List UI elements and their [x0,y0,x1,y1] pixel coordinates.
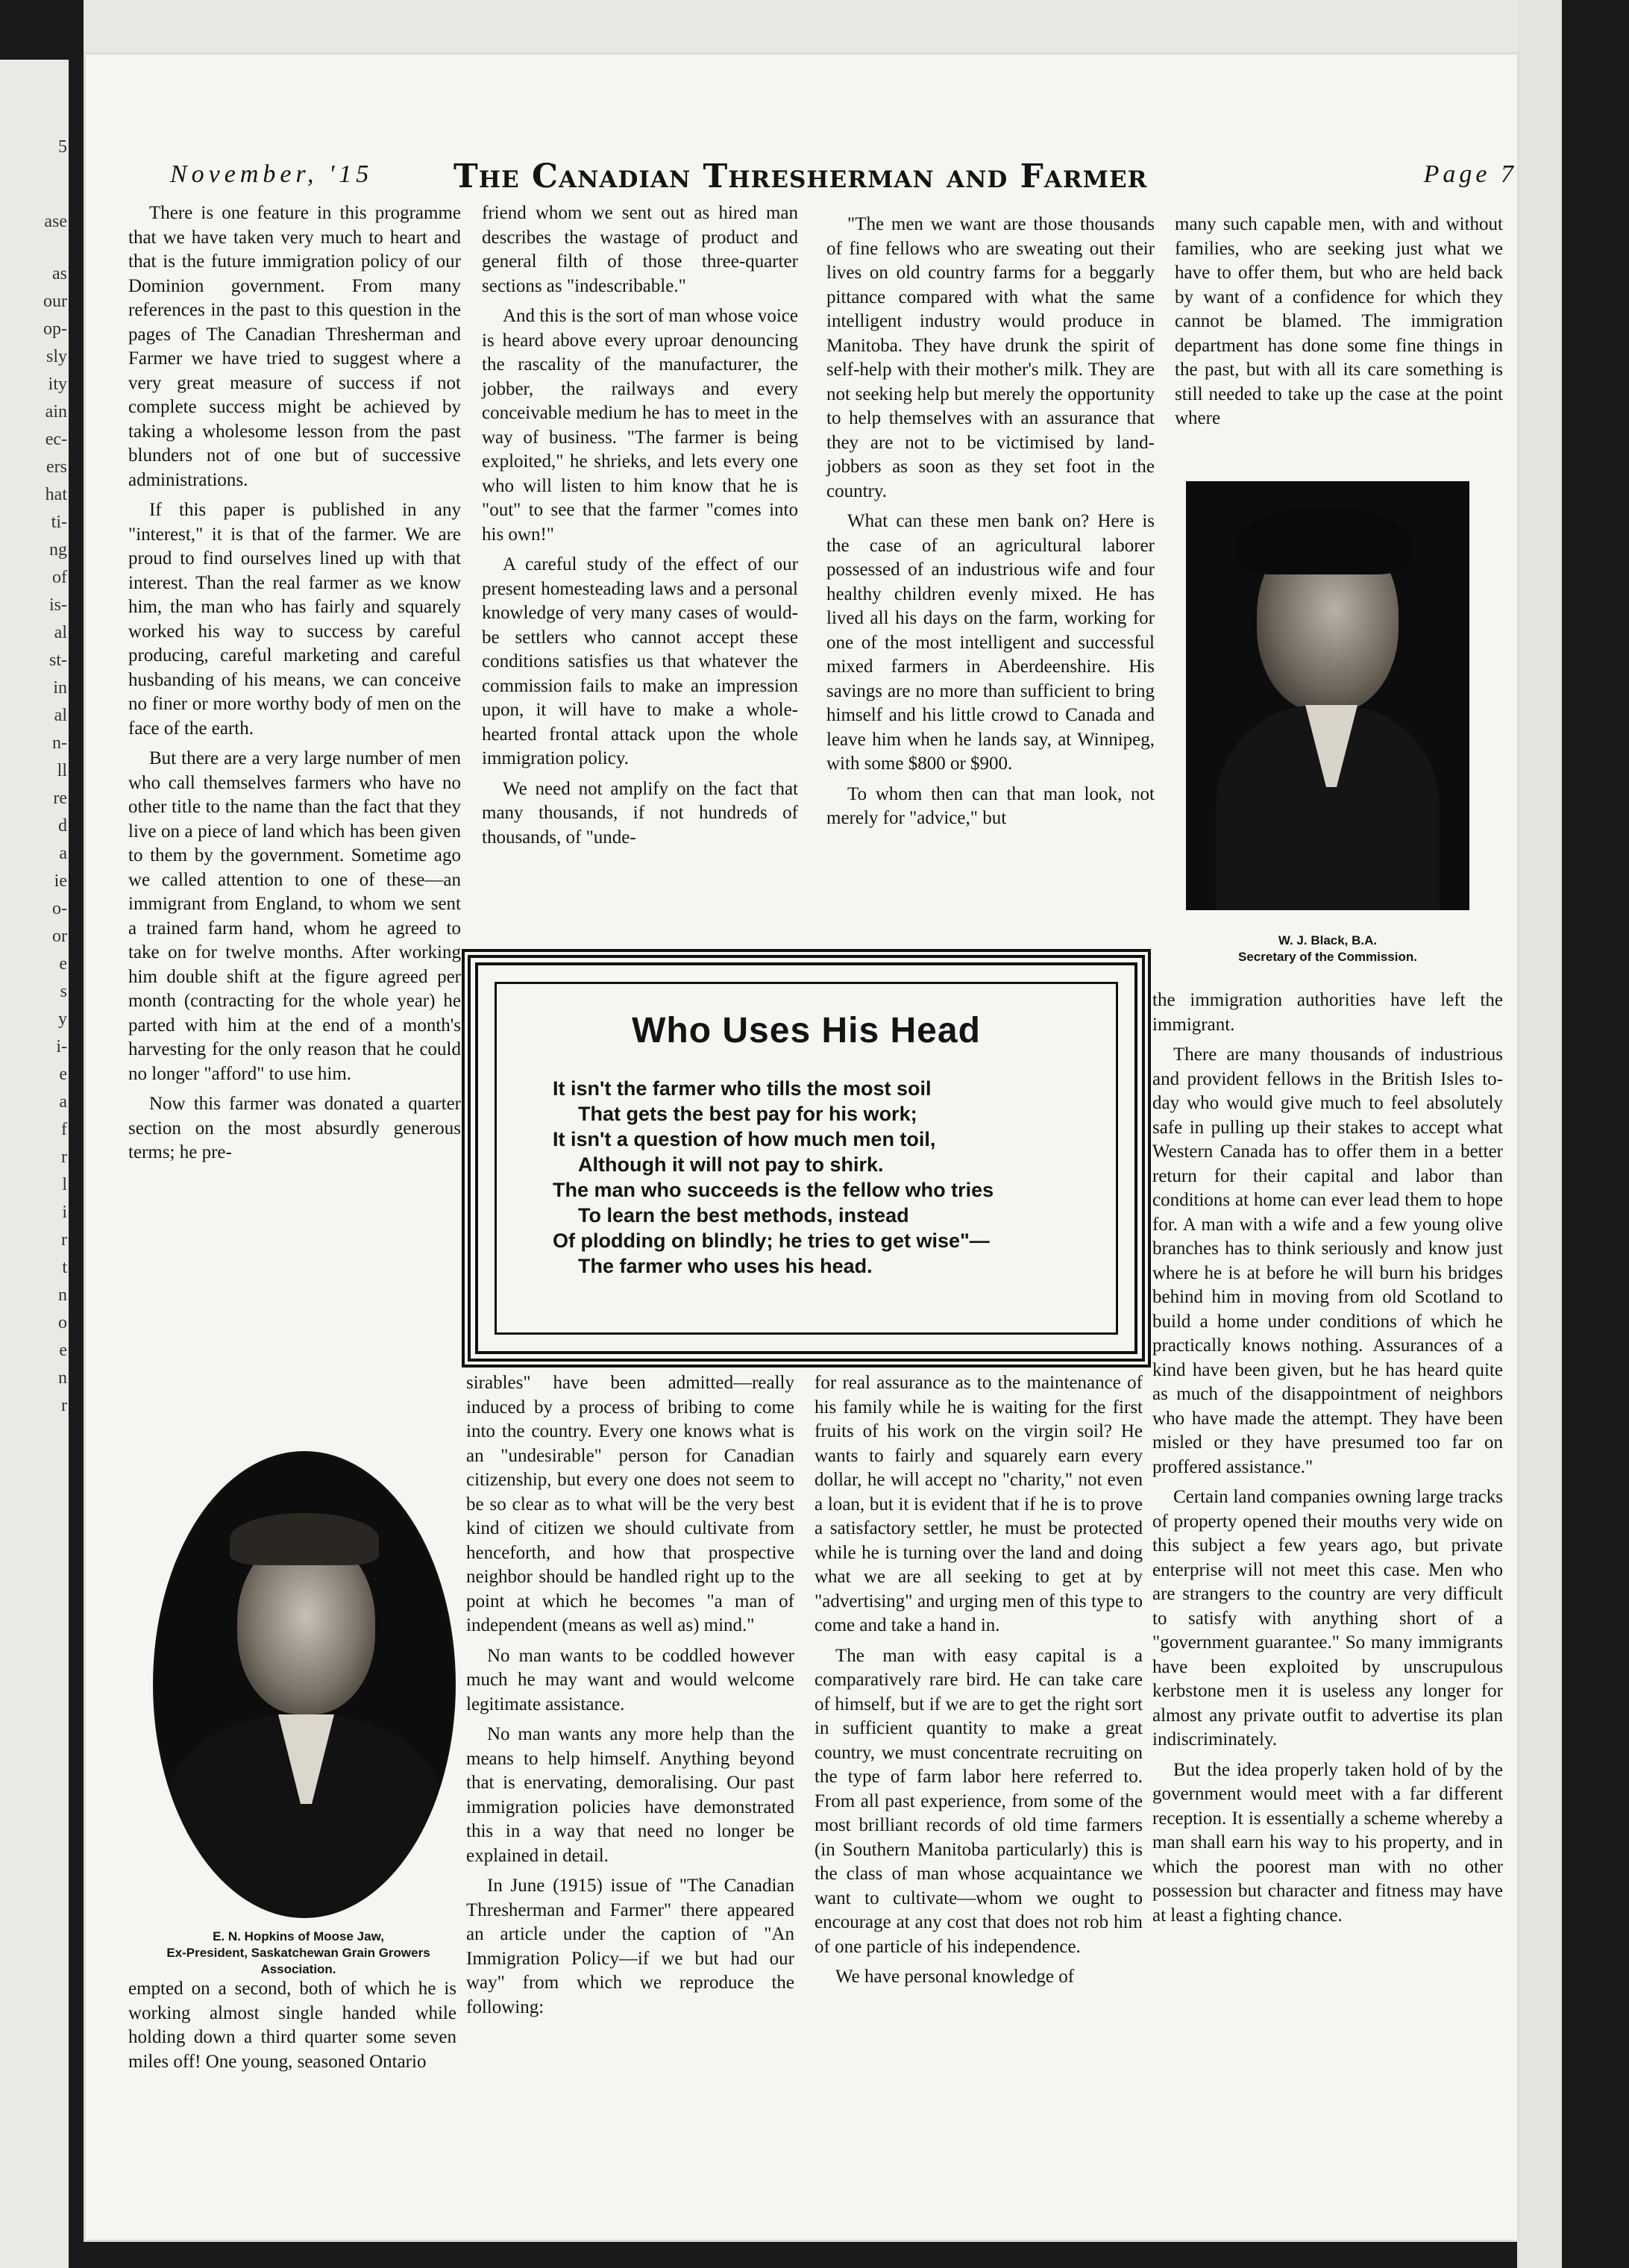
paragraph: What can these men bank on? Here is the case of an agricultural laborer possessed of an industrious wife and four healthy children evenly mixed. He has lived all his days on the farm, working for one of the most intelligent and successful mixed farmers in Aberdeenshire. His savings are no more than sufficient to bring himself and his little crowd to Canada and leave him when he lands say, at Winnipeg, with some $800 or $900. [826,511,1155,774]
paragraph: We need not amplify on the fact that many thousands, if not hundreds of thousands, of "unde- [482,778,798,848]
facing-page-fragment: our [43,292,67,311]
scan-border-right [1517,0,1562,2268]
facing-page-edge [0,60,69,2268]
photo-caption: E. N. Hopkins of Moose Jaw, Ex-President, Saskatchewan Grain Growers Association. [166,1929,430,1976]
paragraph: To whom then can that man look, not merely for "advice," but [826,783,1155,828]
poem-line: That gets the best pay for his work; [578,1103,917,1125]
facing-page-fragment: t [62,1258,67,1277]
facing-page-fragment: or [52,927,67,946]
facing-page-fragment: st- [49,651,67,670]
facing-page-fragment: ers [46,457,67,477]
facing-page-fragment: n- [52,733,67,753]
facing-page-fragment: ase [44,212,67,231]
facing-page-fragment: f [61,1120,67,1139]
facing-page-fragment: re [53,789,67,808]
article-column-2 [482,201,798,856]
article-column-1 [128,201,461,1171]
facing-page-fragment: ain [45,402,67,422]
facing-page-fragment: y [58,1009,67,1029]
paragraph: for real assurance as to the maintenance of his family while he is waiting for the first fruits of his work on the virgin soil? He wants to fairly and squarely earn every dollar, he will accept no "charity," not even a loan, but it is evident that if he is to prove a satisfactory settler, he must be protected while he is turning over the land and doing what we are all seeking to get at by "advertising" and urging men of this type to come and take a hand in. [814,1373,1143,1635]
masthead-title: The Canadian Thresherman and Farmer [453,157,1148,195]
paragraph: A careful study of the effect of our present homesteading laws and a personal knowledge of very many cases of would-be settlers who cannot accept these conditions satisfies us that whatever the commission fails to make an impression upon, it will have to make a whole-hearted frontal attack upon the whole immigration policy. [482,554,798,768]
portrait-photo-hopkins [153,1451,456,1918]
facing-page-fragment: ie [54,871,67,891]
paragraph: many such capable men, with and without families, who are seeking just what we have to offer them, but who are held back by want of a confidence for which they cannot be blamed. The immigration department has done some fine things in the past, but with all its care something is still needed to take up the case at the point where [1175,214,1503,428]
facing-page-fragment: r [61,1396,67,1415]
poem-line: It isn't the farmer who tills the most soil [553,1077,932,1100]
page-number: Page 7 [1423,160,1517,188]
paragraph: If this paper is published in any "interest," it is that of the farmer. We are proud to find ourselves lined up with that interest. Than the real farmer as we know him, the man who has fairly and squarely worked his way to success by careful producing, careful marketing and careful husbanding of his means, we can conceive no finer or more worthy body of men on the face of the earth. [128,500,461,739]
paragraph: "The men we want are those thousands of fine fellows who are sweating out their lives on old country farms for a beggarly pittance compared with what the same intelligent industry would produce in Manitoba. They have drunk the spirit of self-help with their mother's milk. They are not seeking help but merely the opportunity to help themselves with an assurance that they are not to be victimised by land-jobbers as soon as they set foot in the country. [826,214,1155,501]
poem-line: Although it will not pay to shirk. [578,1153,884,1176]
poem-line: The farmer who uses his head. [578,1255,873,1277]
facing-page-fragment: i [62,1203,67,1222]
facing-page-fragment: ll [57,761,67,780]
paragraph: empted on a second, both of which he is working almost single handed while holding down a third quarter some seven miles off! One young, seasoned Ontario [128,1979,456,2072]
facing-page-fragment: r [61,1147,67,1167]
issue-date: November, '15 [170,160,374,188]
paragraph: We have personal knowledge of [835,1967,1075,1987]
facing-page-fragment: of [52,568,67,587]
facing-page-fragment: s [60,982,67,1001]
poem-title: Who Uses His Head [632,1011,981,1050]
article-column-4 [1175,213,1503,437]
paragraph: Now this farmer was donated a quarter section on the most absurdly generous terms; he pre- [128,1094,461,1162]
facing-page-fragment: r [61,1230,67,1250]
article-column-3 [826,213,1155,837]
facing-page-fragment: ti- [51,513,67,532]
facing-page-fragment: a [59,844,67,863]
paragraph: There are many thousands of industrious and provident fellows in the British Isles to-day who would give much to feel absolutely safe in pulling up their stakes to accept what Western Canada has to offer them in a better return for their capital and labor than conditions at home can ever lead them to hope for. A man with a wife and a few young olive branches has to think seriously and know just where he is at before he will burn his bridges behind him in moving from old Scotland to build a home under conditions of which he practically knows nothing. Assurances of a kind have been given, but he has heard quite as much of the disappointment of neighbors who have made the attempt. They have been misled or they have presumed too far on proffered assistance." [1152,1044,1503,1477]
paragraph: And this is the sort of man whose voice is heard above every uproar denouncing the rascality of the manufacturer, the jobber, the railways and every conceivable medium he has to meet in the way of business. "The farmer is being exploited," he shrieks, and lets every one who will listen to him know that he is "out" to see that the farmer "comes into his own!" [482,306,798,545]
facing-page-fragment: op- [43,319,67,339]
facing-page-fragment: is- [49,595,67,615]
paragraph: But the idea properly taken hold of by the government would meet with a far different reception. It is essentially a scheme whereby a man shall earn his way to his property, and in which the poorest man with no other possession but character and fitness may have at least a fighting chance. [1152,1759,1503,1926]
paragraph: There is one feature in this programme that we have taken very much to heart and that is the future immigration policy of our Dominion government. From many references in the past to this question in the pages of The Canadian Thresherman and Farmer we have tried to suggest where a very great measure of success if not complete success might be achieved by taking a wholesome lesson from the past blunders not of one but of successive administrations. [128,203,461,490]
facing-page-fragment: n [58,1285,67,1305]
poem-lines [553,1076,994,1279]
facing-page-fragment: al [54,623,67,642]
article-column-1-lower [128,1977,456,2080]
facing-page-fragment: ec- [45,430,67,449]
facing-page-fragment: o- [52,899,67,918]
article-column-2-lower [466,1371,794,2026]
facing-page-fragment: in [53,678,67,698]
article-column-3-lower [814,1371,1143,1996]
poem-line: It isn't a question of how much men toil, [553,1128,936,1150]
paragraph: The man with easy capital is a comparatively rare bird. He can take care of himself, but if we are to get the right sort in sufficient quantity to make a great country, we must concentrate recruiting on the type of farm labor here referred to. From all past experience, from some of the most brilliant records of old time farmers (in Southern Manitoba particularly) this is the class of man whose acquaintance we want to cultivate—whom we ought to encourage at any cost that does not rob him of one particle of his independence. [814,1645,1143,1957]
facing-page-fragment: n [58,1368,67,1388]
article-column-4-lower [1152,989,1503,1934]
facing-page-fragment: ng [49,540,67,560]
paragraph: In June (1915) issue of "The Canadian Thresherman and Farmer" there appeared an article under the caption of "An Immigration Policy—if we but had our way" from which we reproduce the following: [466,1876,794,2017]
poem-line: Of plodding on blindly; he tries to get wise"— [553,1229,990,1252]
paragraph: But there are a very large number of men who call themselves farmers who have no other title to the name than the fact that they live on a piece of land which has been given to them by the government. Sometime ago we called attention to one of these—an immigrant from England, to whom we sent a trained farm hand, whom he agreed to take on for twelve months. After working him double shift at the figure agreed per month (contracting for the whole year) he parted with him at the end of a month's harvesting for the only reason that he could no longer "afford" to use him. [128,748,461,1084]
portrait-photo-black [1186,481,1469,910]
facing-page-fragment: e [59,1341,67,1360]
page-header [170,157,1517,205]
facing-page-fragment: ity [48,375,67,394]
facing-page-fragment: as [52,264,67,284]
facing-page-fragment: hat [45,485,67,504]
scan-border-top [84,0,1519,52]
facing-page-fragment: i- [56,1037,67,1056]
facing-page-fragment: a [59,1092,67,1112]
facing-page-fragment: sly [45,347,67,366]
paragraph: the immigration authorities have left the immigrant. [1152,990,1503,1035]
facing-page-fragment: e [59,1065,67,1084]
paragraph: No man wants to be coddled however much he may want and would welcome legitimate assistance. [466,1645,794,1714]
photo-caption: W. J. Black, B.A. Secretary of the Commission. [1238,933,1417,964]
poem-line: The man who succeeds is the fellow who tries [553,1179,994,1201]
paragraph: Certain land companies owning large tracks of property opened their mouths very wide on this subject a few years ago, but private enterprise will not meet this case. Men who are strangers to the country are very difficult to satisfy with anything short of a "government guarantee." So many immigrants have been exploited by unscrupulous kerbstone men it is useless any longer for almost any private outfit to advertise its plan indiscriminately. [1152,1487,1503,1749]
poem-line: To learn the best methods, instead [578,1204,909,1227]
facing-page-fragment: al [54,706,67,725]
facing-page-fragment: 5 [58,137,67,157]
facing-page-fragment: e [59,954,67,974]
paragraph: No man wants any more help than the means to help himself. Anything beyond that is enervating, demoralising. Our past immigration policies have demonstrated this in a way that need no longer be explained in detail. [466,1724,794,1866]
facing-page-fragment: d [58,816,67,836]
poem-box [475,962,1137,1354]
facing-page-fragment: o [58,1313,67,1332]
paragraph: sirables" have been admitted—really induced by a process of bribing to come into the country. Every one knows what is an "undesirable" person for Canadian citizenship, but every one does not seem to be so clear as to what will be the very best kind of citizen we should cultivate from henceforth, and how that prospective neighbor should be handled right up to the point at which he becomes "a man of independent (means as well as) mind." [466,1373,794,1635]
facing-page-fragment: l [62,1175,67,1194]
paragraph: friend whom we sent out as hired man describes the wastage of product and general filth of those three-quarter sections as "indescribable." [482,203,798,296]
